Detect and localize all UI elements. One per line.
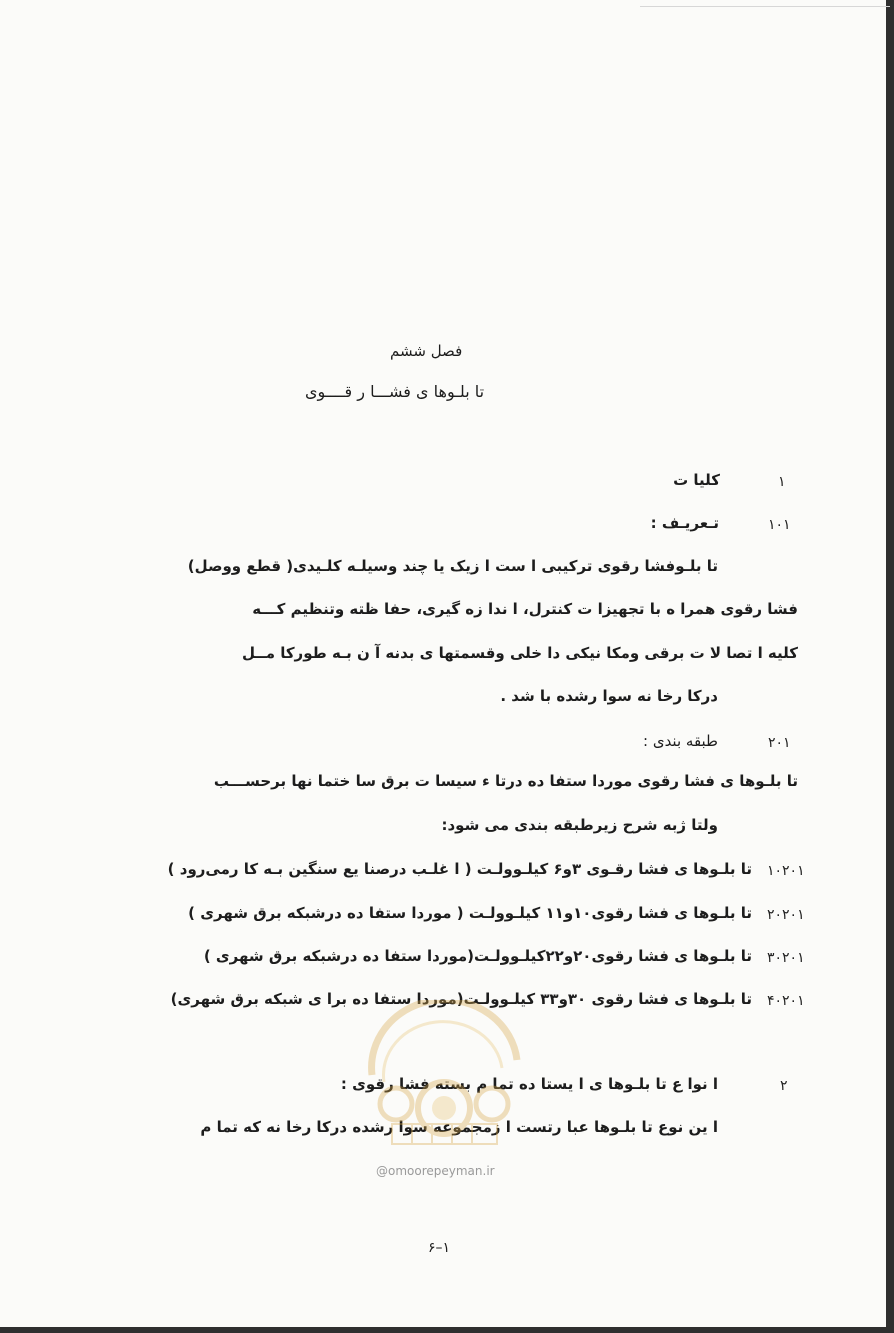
classification-line-1: تا بلـوها ی فشا رقوی موردا ستفا ده درتا ء سیسا ت برق سا ختما نها برحســـب [213,772,798,790]
section-1-2-number: ۲۰۱ [768,735,791,751]
watermark-site: @omoorepeyman.ir [376,1164,495,1178]
section-1-number: ۱ [778,474,786,490]
section-2-line-1: ا ین نوع تا بلـوها عبا رتست ا زمجموعه سوا رشده درکا رخا نه که تما م [200,1118,718,1136]
definition-line-2: فشا رقوی همرا ه با تجهیزا ت کنترل، ا ندا زه گیری، حفا ظته وتنظیم کـــه [252,600,798,618]
item-3-number: ۳۰۲۰۱ [767,950,805,966]
item-2-text: تا بلـوها ی فشا رقوی۱۰و۱۱ کیلـوولـت ( موردا ستفا ده درشبکه برق شهری ) [188,904,752,922]
classification-line-2: ولتا ژبه شرح زیرطبقه بندی می شود: [441,816,718,834]
section-1-heading: کلیا ت [673,471,720,489]
top-edge-line [640,6,890,7]
item-1-text: تا بلـوها ی فشا رقـوی ۳و۶ کیلـوولـت ( ا غلـب درصنا یع سنگین بـه کا رمی‌رود ) [167,860,752,878]
chapter-heading: فصل ششم [390,342,463,360]
item-4-text: تا بلـوها ی فشا رقوی ۳۰و۳۳ کیلـوولـت(موردا ستفا ده برا ی شبکه برق شهری) [170,990,752,1008]
section-1-2-heading: طبقه بندی : [643,732,718,750]
item-2-number: ۲۰۲۰۱ [767,907,805,923]
definition-line-3: کلیه ا تصا لا ت برقی ومکا نیکی دا خلی وقسمتها ی بدنه آ ن بـه طورکا مــل [242,644,798,662]
definition-line-1: تا بلـوفشا رقوی ترکیبی ا ست ا زیک یا چند وسیلـه کلـیدی( قطع ووصل) [187,557,718,575]
chapter-title: تا بلـوها ی فشـــا ر قــــوی [305,382,485,401]
item-1-number: ۱۰۲۰۱ [767,863,805,879]
section-1-1-number: ۱۰۱ [768,517,791,533]
page-number: ۶–۱ [428,1240,451,1256]
item-3-text: تا بلـوها ی فشا رقوی۲۰و۲۲کیلـوولـت(موردا ستفا ده درشبکه برق شهری ) [203,947,752,965]
section-2-heading: ا نوا ع تا بلـوها ی ا یستا ده تما م بسته فشا رقوی : [340,1075,718,1093]
item-4-number: ۴۰۲۰۱ [767,993,805,1009]
section-2-number: ۲ [780,1078,788,1094]
definition-line-4: درکا رخا نه سوا رشده با شد . [500,687,718,705]
section-1-1-heading: تـعریـف : [650,514,719,532]
